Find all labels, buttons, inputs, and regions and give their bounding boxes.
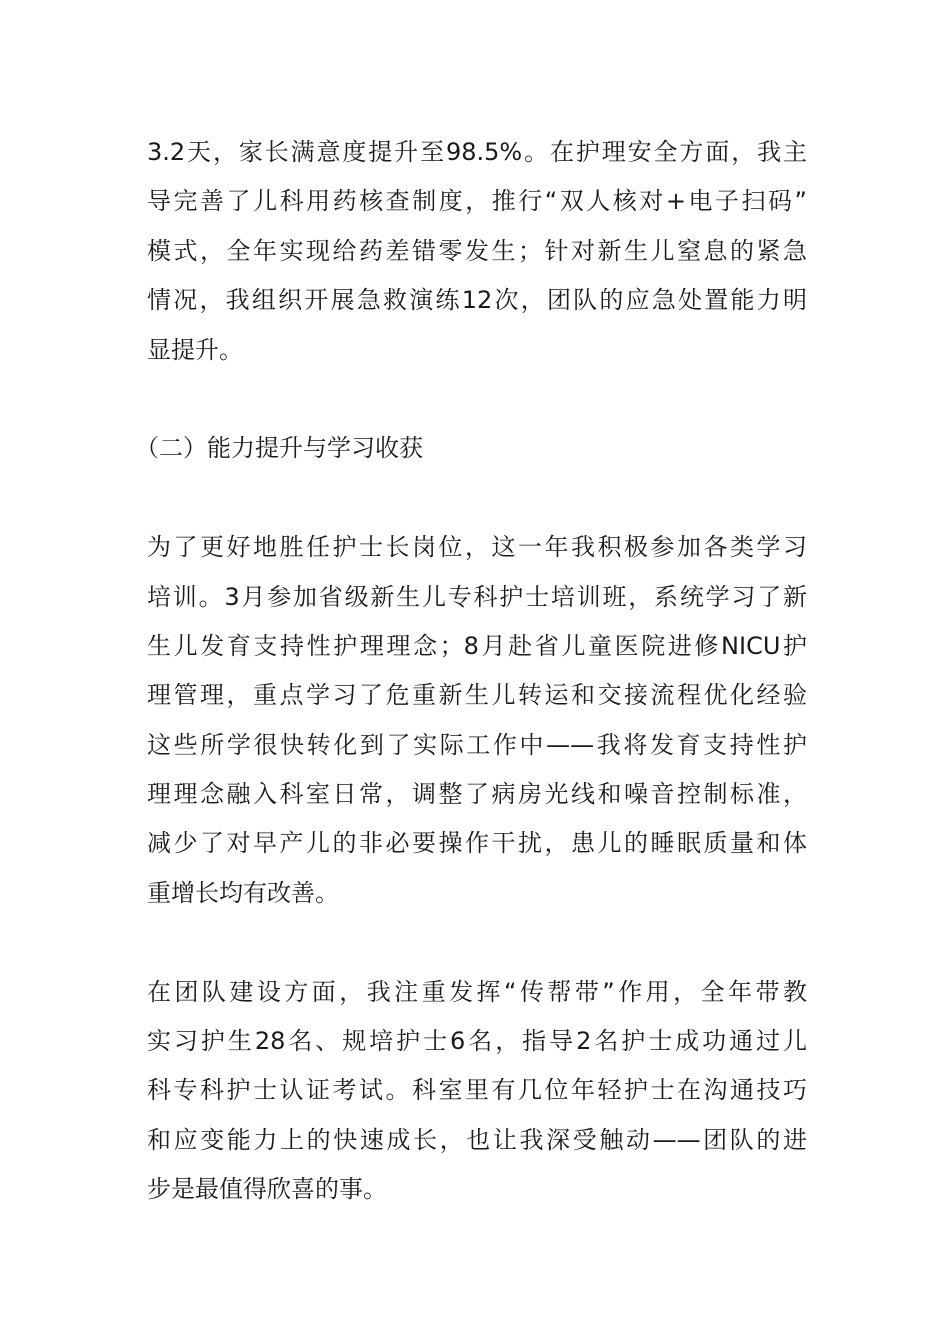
text-line: 生儿发育支持性护理理念；8月赴省儿童医院进修NICU护 xyxy=(147,631,807,660)
text-line: 在团队建设方面，我注重发挥“传帮带”作用，全年带教 xyxy=(147,977,807,1006)
paragraph-team-building xyxy=(147,968,807,1215)
text-line: 培训。3月参加省级新生儿专科护士培训班，系统学习了新 xyxy=(147,582,807,611)
text-line: 情况，我组织开展急救演练12次，团队的应急处置能力明 xyxy=(147,286,807,315)
paragraph-learning xyxy=(147,523,807,918)
section-heading: （二）能力提升与学习收获 xyxy=(135,434,423,463)
text-line: 3.2天，家长满意度提升至98.5%。在护理安全方面，我主 xyxy=(147,138,807,166)
text-line: 导完善了儿科用药核查制度，推行“双人核对+电子扫码” xyxy=(147,187,807,216)
text-line: 理管理，重点学习了危重新生儿转运和交接流程优化经验 xyxy=(147,681,807,710)
text-line: 科专科护士认证考试。科室里有几位年轻护士在沟通技巧 xyxy=(147,1076,807,1105)
text-line: 理理念融入科室日常，调整了病房光线和噪音控制标准， xyxy=(147,780,807,809)
text-line: 步是最值得欣喜的事。 xyxy=(147,1175,387,1204)
paragraph-care-safety xyxy=(147,128,807,375)
text-line: 重增长均有改善。 xyxy=(147,878,339,907)
text-line: 这些所学很快转化到了实际工作中——我将发育支持性护 xyxy=(147,730,807,759)
text-line: 减少了对早产儿的非必要操作干扰，患儿的睡眠质量和体 xyxy=(147,829,807,858)
paragraph-spacer xyxy=(147,375,807,424)
paragraph-spacer xyxy=(147,918,807,967)
text-line: 模式，全年实现给药差错零发生；针对新生儿窒息的紧急 xyxy=(147,236,807,265)
text-line: 和应变能力上的快速成长，也让我深受触动——团队的进 xyxy=(147,1125,807,1154)
text-line: 显提升。 xyxy=(147,335,243,364)
text-line: 为了更好地胜任护士长岗位，这一年我积极参加各类学习 xyxy=(147,533,807,562)
document-body xyxy=(135,128,807,1215)
paragraph-spacer xyxy=(147,474,807,523)
text-line: 实习护生28名、规培护士6名，指导2名护士成功通过儿 xyxy=(147,1027,807,1056)
